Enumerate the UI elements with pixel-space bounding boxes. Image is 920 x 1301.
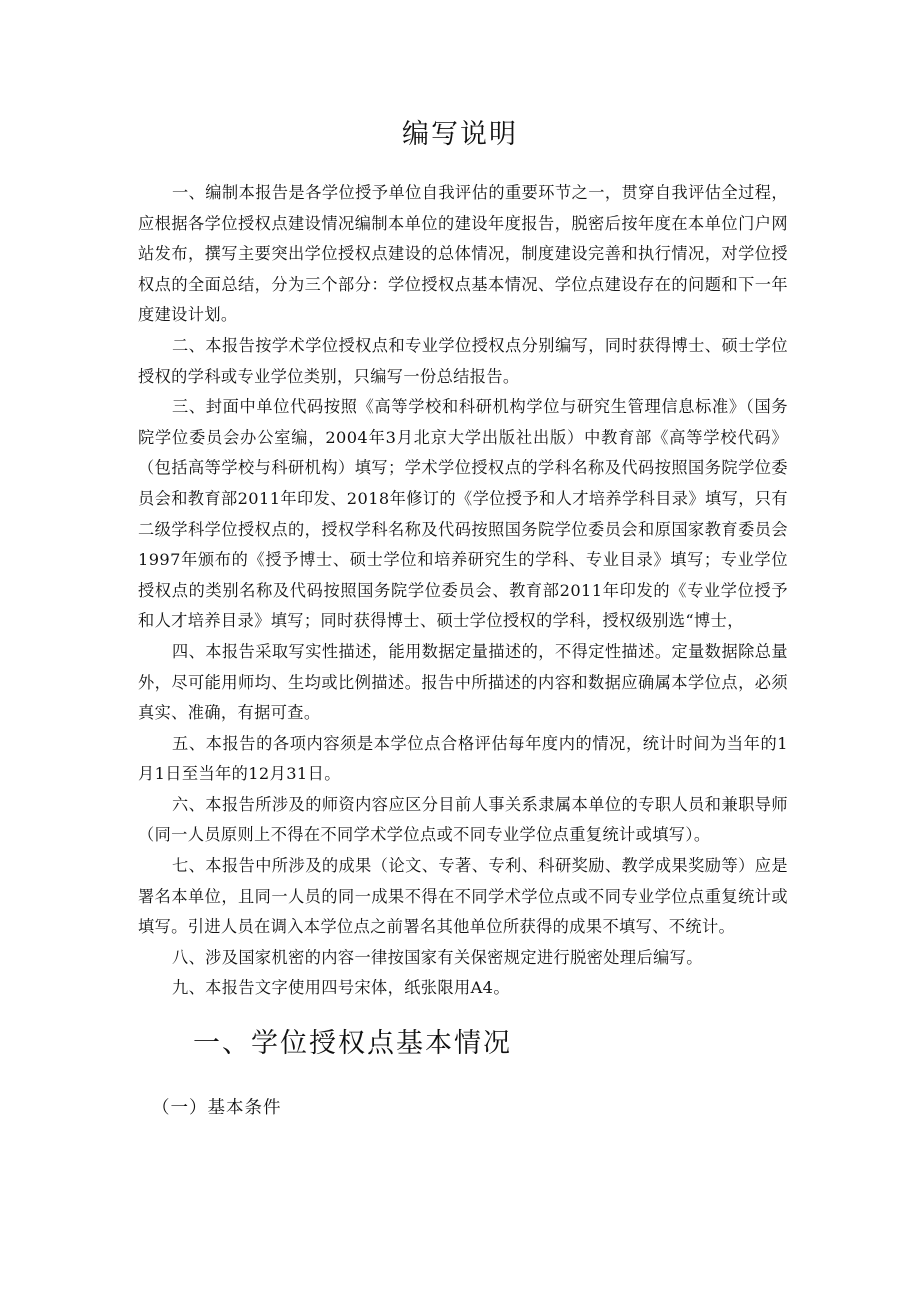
section-heading: 一、学位授权点基本情况 — [193, 1028, 512, 1059]
document-title: 编写说明 — [402, 119, 518, 150]
paragraph-7: 七、本报告中所涉及的成果（论文、专著、专利、科研奖励、教学成果奖励等）应是署名本单位，且同一人员的同一成果不得在不同学术学位点或不同专业学位点重复统计或填写。引进人员在调入本学位点之前署名其他单位所获得的成果不填写、不统计。 — [138, 856, 788, 937]
paragraph-5: 五、本报告的各项内容须是本学位点合格评估每年度内的情况，统计时间为当年的1月1日至当年的12月31日。 — [138, 733, 788, 784]
paragraph-3: 三、封面中单位代码按照《高等学校和科研机构学位与研究生管理信息标准》（国务院学位委员会办公室编，2004年3月北京大学出版社出版）中教育部《高等学校代码》（包括高等学校与科研机构）填写；学术学位授权点的学科名称及代码按照国务院学位委员会和教育部2011年印发、2018年修订的《学位授予和人才培养学科目录》填写，只有二级学科学位授权点的，授权学科名称及代码按照国务院学位委员会和原国家教育委员会1997年颁布的《授予博士、硕士学位和培养研究生的学科、专业目录》填写；专业学位授权点的类别名称及代码按照国务院学位委员会、教育部2011年印发的《专业学位授予和人才培养目录》填写；同时获得博士、硕士学位授权的学科，授权级别选“博士， — [138, 397, 788, 631]
paragraph-8: 八、涉及国家机密的内容一律按国家有关保密规定进行脱密处理后编写。 — [172, 947, 703, 967]
paragraph-2: 二、本报告按学术学位授权点和专业学位授权点分别编写，同时获得博士、硕士学位授权的学科或专业学位类别，只编写一份总结报告。 — [138, 335, 788, 386]
paragraph-9: 九、本报告文字使用四号宋体，纸张限用A4。 — [172, 978, 510, 998]
paragraph-6: 六、本报告所涉及的师资内容应区分目前人事关系隶属本单位的专职人员和兼职导师（同一人员原则上不得在不同学术学位点或不同专业学位点重复统计或填写）。 — [138, 794, 788, 845]
subsection-heading: （一）基本条件 — [152, 1098, 282, 1118]
paragraph-1: 一、编制本报告是各学位授予单位自我评估的重要环节之一，贯穿自我评估全过程，应根据各学位授权点建设情况编制本单位的建设年度报告，脱密后按年度在本单位门户网站发布，撰写主要突出学位授权点建设的总体情况，制度建设完善和执行情况，对学位授权点的全面总结，分为三个部分：学位授权点基本情况、学位点建设存在的问题和下一年度建设计划。 — [138, 183, 788, 325]
instructions-body — [138, 178, 788, 1004]
paragraph-4: 四、本报告采取写实性描述，能用数据定量描述的，不得定性描述。定量数据除总量外，尽可能用师均、生均或比例描述。报告中所描述的内容和数据应确属本学位点，必须真实、准确，有据可查。 — [138, 641, 788, 723]
